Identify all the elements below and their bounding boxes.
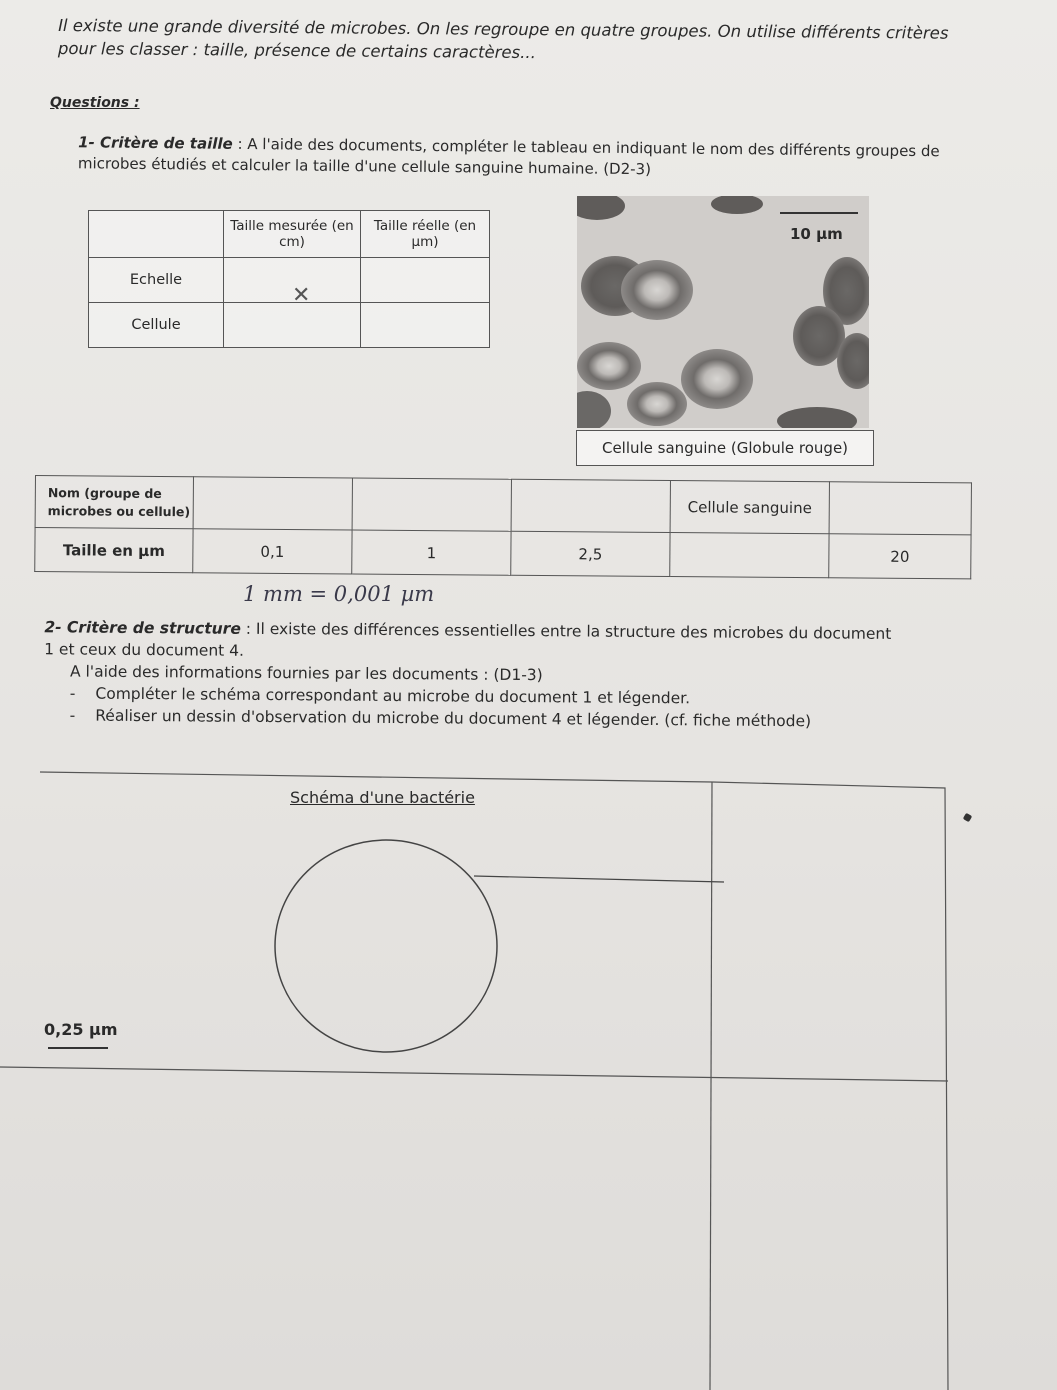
questions-title: Questions :: [50, 95, 140, 111]
question-1: [78, 132, 988, 184]
intro-text: Il existe une grande diversité de microbes. On les regroupe en quatre groupes. On utilise différents critères pour les classer : taille, présence de certains caractères...: [57, 15, 949, 63]
measurement-table: [88, 210, 490, 348]
size-table: [34, 475, 972, 579]
table2-size-cell-3: 2,5: [511, 531, 670, 576]
schema-title: Schéma d'une bactérie: [290, 788, 475, 807]
table2-row1-label: Nom (groupe de microbes ou cellule): [35, 476, 193, 529]
photo-scale-label: 10 µm: [790, 225, 843, 243]
table1-row-echelle-label: Echelle: [89, 258, 224, 303]
photo-caption: Cellule sanguine (Globule rouge): [576, 430, 874, 466]
photo-scale-bar: [780, 212, 858, 214]
question-1-text: : A l'aide des documents, compléter le tableau en indiquant le nom des différents groupes de microbes étudiés et calculer la taille d'une cellule sanguine humaine. (D2-3): [77, 134, 940, 179]
question-2-bullet-1: Compléter le schéma correspondant au microbe du document 1 et légender.: [95, 684, 691, 708]
question-1-title: 1- Critère de taille: [78, 133, 233, 153]
handwritten-note: 1 mm = 0,001 µm: [243, 582, 435, 606]
table1-cellule-measured-cell[interactable]: [224, 303, 361, 348]
question-2: 2- Critère de structure : Il existe des différences essentielles entre la structure des microbes du document 1 et ceux du document 4. A l'aide des informations fournies par les documents : (D1-3) - Compléter le schéma correspondant au microbe du document 1 et légender. - Réaliser un dessin d'observation du microbe du document 4 et légender. (cf. fiche méthode): [44, 616, 1000, 733]
table2-size-cell-5: 20: [829, 534, 971, 579]
question-2-bullet-2: Réaliser un dessin d'observation du microbe du document 4 et légender. (cf. fiche méthode): [95, 706, 812, 731]
table1-header-empty: [89, 211, 224, 258]
table2-name-cell-3[interactable]: [511, 479, 670, 532]
table1-cellule-real-cell[interactable]: [361, 303, 490, 348]
table2-size-cell-blood[interactable]: [670, 532, 829, 577]
table2-name-cell-2[interactable]: [352, 478, 511, 531]
table1-header-real: Taille réelle (en µm): [361, 211, 490, 258]
question-2-text-2: 1 et ceux du document 4.: [44, 640, 245, 660]
table2-name-cell-1[interactable]: [193, 477, 352, 530]
bacterium-scale-bar: [48, 1047, 108, 1049]
table1-echelle-real-cell[interactable]: [361, 258, 490, 303]
table1-row-cellule-label: Cellule: [89, 303, 224, 348]
bacterium-scale-label: 0,25 µm: [44, 1020, 118, 1039]
question-2-text-1: : Il existe des différences essentielles entre la structure des microbes du document: [240, 619, 892, 643]
pencil-cross-mark: ✕: [292, 283, 311, 308]
table2-name-cell-blood: Cellule sanguine: [670, 480, 829, 533]
question-2-title: 2- Critère de structure: [44, 618, 241, 638]
bacterium-outline: [275, 840, 497, 1052]
table2-size-cell-2: 1: [352, 530, 511, 575]
label-line: [474, 876, 724, 882]
table2-row2-label: Taille en µm: [35, 528, 193, 573]
table1-header-measured: Taille mesurée (en cm): [224, 211, 361, 258]
table2-name-cell-5[interactable]: [829, 482, 971, 535]
question-2-text-3: A l'aide des informations fournies par les documents : (D1-3): [69, 662, 543, 685]
drawing-frame: [0, 760, 1057, 1390]
table2-size-cell-1: 0,1: [193, 529, 352, 574]
